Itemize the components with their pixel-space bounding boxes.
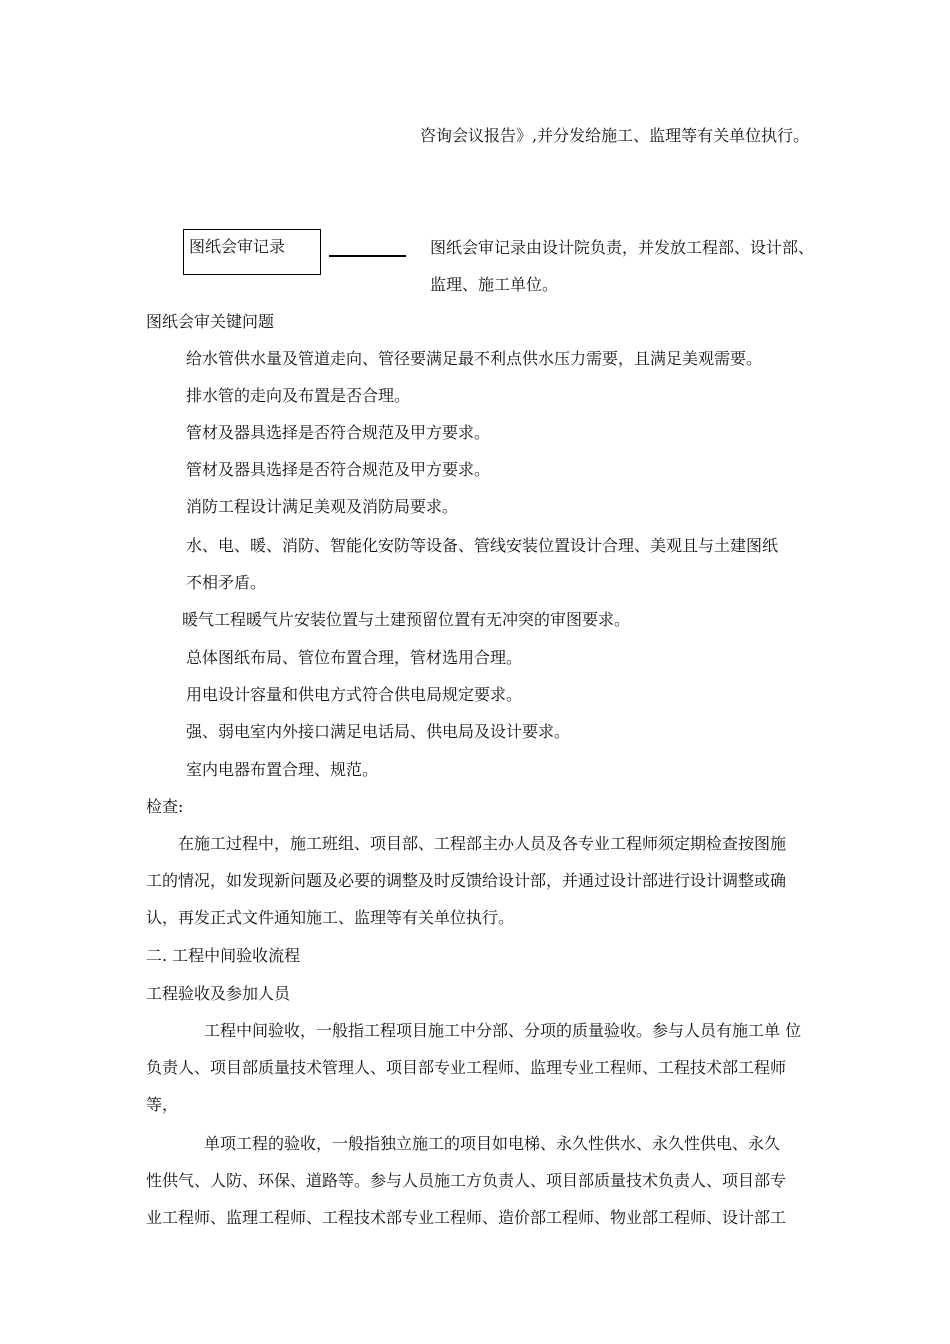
section-2-paragraph-2-line: 性供气、人防、环保、道路等。参与人员施工方负责人、项目部质量技术负责人、项目部专 [146,1171,787,1190]
flow-connector-line [329,255,406,257]
inspection-paragraph-line: 工的情况，如发现新问题及必要的调整及时反馈给设计部，并通过设计部进行设计调整或确 [146,871,787,890]
section-2-heading: 二. 工程中间验收流程 [146,946,301,965]
key-issue-item: 强、弱电室内外接口满足电话局、供电局及设计要求。 [186,722,571,741]
section-2-paragraph-1-line: 等， [146,1095,179,1114]
flow-box-drawing-review-record [183,229,321,275]
section-2-paragraph-2-line: 业工程师、监理工程师、工程技术部专业工程师、造价部工程师、物业部工程师、设计部工 [146,1208,787,1227]
flow-description-line-1: 图纸会审记录由设计院负责，并发放工程部、设计部、 [430,238,815,257]
inspection-paragraph-line: 认，再发正式文件通知施工、监理等有关单位执行。 [146,908,515,927]
flow-box-label: 图纸会审记录 [189,237,286,256]
inspection-paragraph-line: 在施工过程中，施工班组、项目部、工程部主办人员及各专业工程师须定期检查按图施 [178,834,787,853]
key-issue-item: 暖气工程暖气片安装位置与土建预留位置有无冲突的审图要求。 [182,610,631,629]
section-2-paragraph-1-line: 负责人、项目部质量技术管理人、项目部专业工程师、监理专业工程师、工程技术部工程师 [146,1058,787,1077]
key-issue-item: 用电设计容量和供电方式符合供电局规定要求。 [186,685,523,704]
key-issue-item: 给水管供水量及管道走向、管径要满足最不利点供水压力需要，且满足美观需要。 [186,349,763,368]
section-2-paragraph-2-line: 单项工程的验收，一般指独立施工的项目如电梯、永久性供水、永久性供电、永久 [204,1134,781,1153]
key-issues-heading: 图纸会审关键问题 [146,312,275,331]
inspection-heading: 检查: [146,797,184,816]
section-2-paragraph-1-line: 工程中间验收，一般指工程项目施工中分部、分项的质量验收。参与人员有施工单 位 [204,1021,802,1040]
key-issue-item: 排水管的走向及布置是否合理。 [186,386,411,405]
key-issue-item: 不相矛盾。 [186,573,267,592]
key-issue-item: 管材及器具选择是否符合规范及甲方要求。 [186,423,491,442]
continuation-line: 咨询会议报告》,并分发给施工、监理等有关单位执行。 [420,126,810,145]
flow-description-line-2: 监理、施工单位。 [430,275,559,294]
key-issue-item: 室内电器布置合理、规范。 [186,760,379,779]
key-issue-item: 消防工程设计满足美观及消防局要求。 [186,497,459,516]
key-issue-item: 总体图纸布局、管位布置合理，管材选用合理。 [186,648,523,667]
key-issue-item: 管材及器具选择是否符合规范及甲方要求。 [186,460,491,479]
section-2-subheading: 工程验收及参加人员 [146,984,291,1003]
key-issue-item: 水、电、暖、消防、智能化安防等设备、管线安装位置设计合理、美观且与土建图纸 [186,536,779,555]
